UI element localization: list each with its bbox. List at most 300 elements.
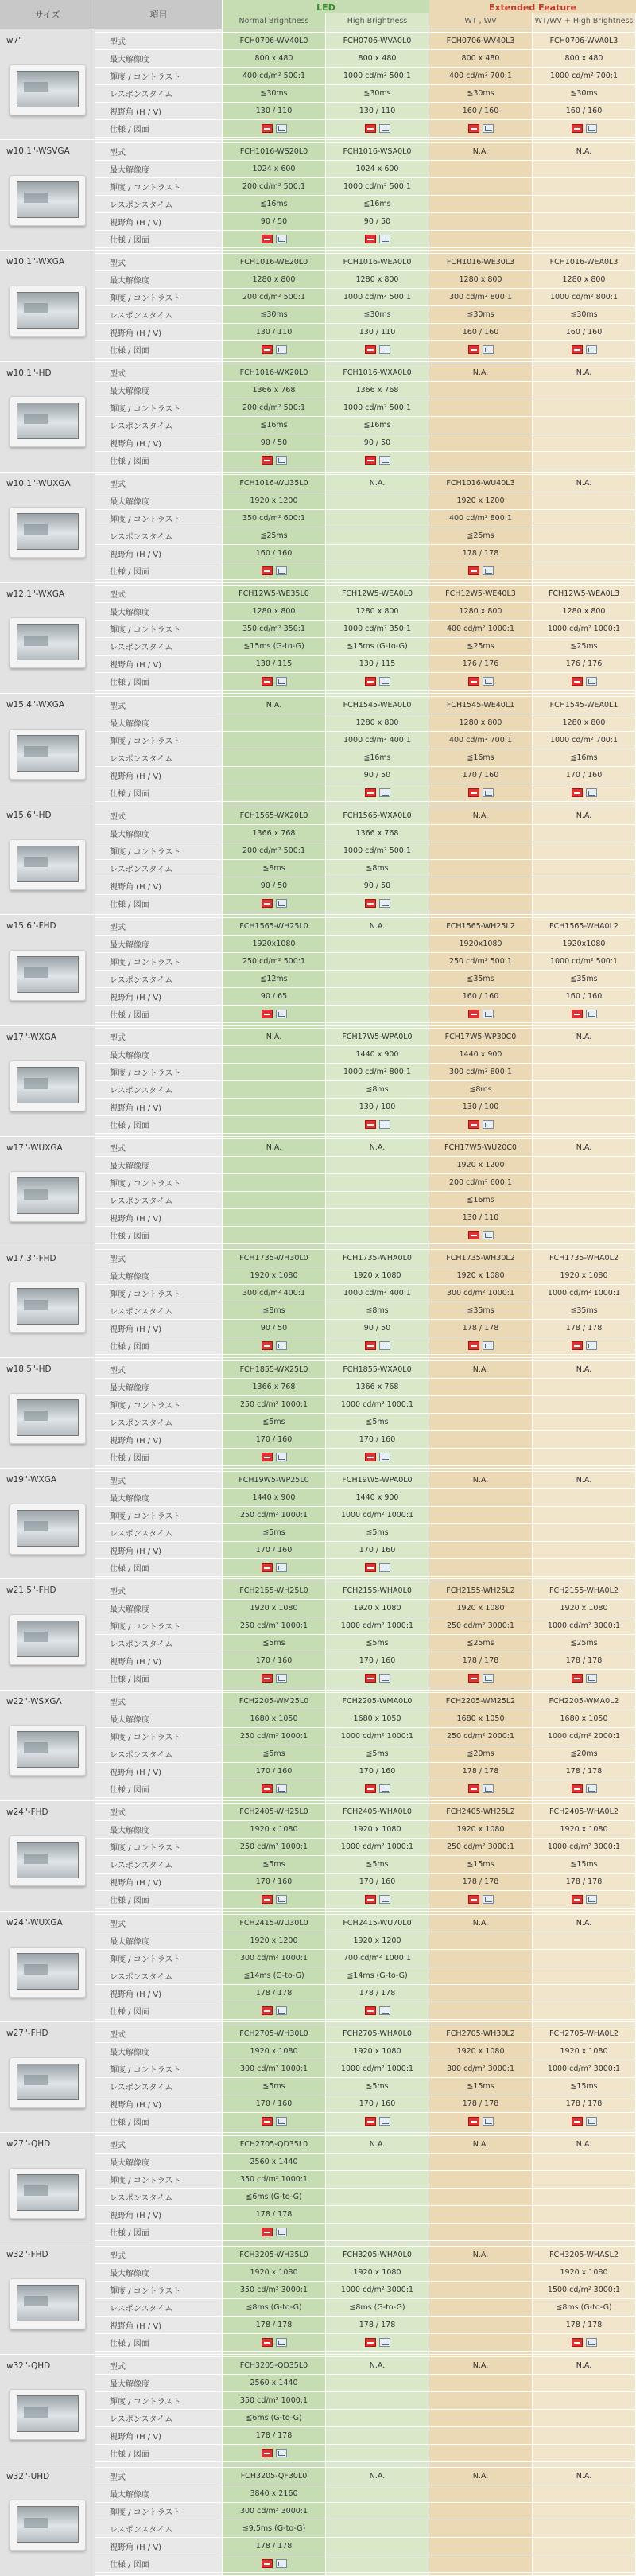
wt-wv-high-brightness-value (533, 510, 636, 527)
pdf-icon[interactable] (468, 1784, 479, 1793)
pdf-icon[interactable] (572, 2338, 583, 2347)
pdf-icon[interactable] (468, 1231, 479, 1239)
wt-wv-value: 178 / 178 (429, 2095, 533, 2113)
drawing-icon[interactable] (379, 1120, 390, 1129)
monitor-product-image (10, 396, 86, 447)
spec-row (95, 2357, 636, 2375)
drawing-icon[interactable] (276, 899, 287, 908)
spec-label: 仕様 / 図面 (95, 1780, 223, 1798)
pdf-icon[interactable] (262, 1010, 273, 1018)
drawing-icon[interactable] (586, 124, 597, 133)
spacer-cell (326, 1912, 429, 1915)
pdf-icon[interactable] (468, 345, 479, 354)
model-block (0, 2354, 636, 2465)
pdf-icon[interactable] (365, 235, 376, 243)
pdf-icon[interactable] (572, 1895, 583, 1904)
high-brightness-value (326, 2206, 429, 2224)
normal-brightness-value: FCH19W5-WP25L0 (223, 1472, 326, 1489)
spec-row (95, 714, 636, 732)
drawing-icon[interactable] (276, 1563, 287, 1572)
spec-label: 最大解像度 (95, 825, 223, 842)
spacer-cell (223, 1137, 326, 1140)
drawing-icon[interactable] (379, 899, 390, 908)
wt-wv-value: ≦16ms (429, 749, 533, 767)
pdf-icon[interactable] (262, 1341, 273, 1350)
high-brightness-value: ≦5ms (326, 1856, 429, 1874)
normal-brightness-value: 90 / 50 (223, 1320, 326, 1337)
pdf-icon[interactable] (262, 677, 273, 686)
pdf-icon[interactable] (365, 899, 376, 908)
wt-wv-high-brightness-value: FCH12W5-WEA0L3 (533, 586, 636, 603)
high-brightness-value: 1920 x 1080 (326, 2043, 429, 2060)
high-brightness-value (326, 2503, 429, 2520)
pdf-icon[interactable] (365, 1674, 376, 1683)
pdf-icon[interactable] (262, 2228, 273, 2236)
wt-wv-value: 1280 x 800 (429, 271, 533, 289)
wt-wv-high-brightness-value: ≦15ms (533, 2078, 636, 2095)
pdf-icon[interactable] (365, 1895, 376, 1904)
wt-wv-value (429, 2392, 533, 2410)
pdf-icon[interactable] (365, 1120, 376, 1129)
wt-wv-value: 800 x 480 (429, 50, 533, 68)
high-brightness-value: FCH2205-WMA0L0 (326, 1693, 429, 1710)
pdf-icon[interactable] (262, 566, 273, 575)
drawing-icon[interactable] (379, 2338, 390, 2347)
pdf-icon[interactable] (365, 788, 376, 797)
wt-wv-value (429, 1950, 533, 1967)
high-brightness-value (326, 545, 429, 562)
wt-wv-value (429, 2282, 533, 2299)
spec-label: レスポンスタイム (95, 2078, 223, 2095)
high-brightness-value: 1000 cd/m² 3000:1 (326, 2282, 429, 2299)
pdf-icon[interactable] (468, 1895, 479, 1904)
spec-label: 視野角 (H / V) (95, 1763, 223, 1780)
drawing-icon[interactable] (483, 1674, 494, 1683)
drawing-icon[interactable] (586, 345, 597, 354)
pdf-icon[interactable] (262, 235, 273, 243)
pdf-icon[interactable] (262, 1453, 273, 1461)
drawing-icon[interactable] (276, 1784, 287, 1793)
high-brightness-value: 1024 x 600 (326, 161, 429, 178)
spec-row (95, 1227, 636, 1244)
high-brightness-value (326, 953, 429, 971)
spec-label: レスポンスタイム (95, 749, 223, 767)
normal-brightness-value (223, 1209, 326, 1227)
spacer-cell (223, 473, 326, 476)
drawing-icon[interactable] (276, 2006, 287, 2015)
spec-label: 型式 (95, 2357, 223, 2375)
drawing-icon[interactable] (483, 2117, 494, 2126)
pdf-icon[interactable] (262, 2338, 273, 2347)
drawing-icon[interactable] (483, 566, 494, 575)
drawing-icon[interactable] (379, 1895, 390, 1904)
drawing-icon[interactable] (379, 456, 390, 465)
pdf-icon[interactable] (262, 2559, 273, 2568)
model-size-label: w15.6"-FHD (6, 921, 56, 932)
drawing-icon[interactable] (276, 345, 287, 354)
drawing-icon[interactable] (276, 1895, 287, 1904)
spec-label: 輝度 / コントラスト (95, 289, 223, 306)
wt-wv-value: FCH2155-WH25L2 (429, 1582, 533, 1600)
pdf-icon[interactable] (365, 2006, 376, 2015)
normal-brightness-value: 178 / 178 (223, 2317, 326, 2334)
spec-label: 輝度 / コントラスト (95, 953, 223, 971)
drawing-icon[interactable] (379, 1784, 390, 1793)
drawing-icon[interactable] (379, 2117, 390, 2126)
spec-row (95, 1745, 636, 1763)
drawing-icon[interactable] (483, 1895, 494, 1904)
wt-wv-value (429, 1116, 533, 1134)
high-brightness-value: ≦8ms (326, 1302, 429, 1320)
pdf-icon[interactable] (365, 345, 376, 354)
normal-brightness-value: 1920 x 1080 (223, 1600, 326, 1617)
wt-wv-value (429, 1891, 533, 1909)
wt-wv-value (429, 2375, 533, 2392)
drawing-icon[interactable] (276, 677, 287, 686)
normal-brightness-value: 130 / 115 (223, 656, 326, 673)
normal-brightness-value: 300 cd/m² 1000:1 (223, 1950, 326, 1967)
model-size-cell (0, 1026, 95, 1137)
drawing-icon[interactable] (379, 345, 390, 354)
high-brightness-value: N.A. (326, 2357, 429, 2375)
spacer-cell (533, 1579, 636, 1582)
spec-label: 仕様 / 図面 (95, 673, 223, 691)
spec-row (95, 254, 636, 271)
normal-brightness-value: 1920 x 1080 (223, 2043, 326, 2060)
wt-wv-high-brightness-value: 170 / 160 (533, 767, 636, 784)
high-brightness-value: N.A. (326, 918, 429, 936)
wt-wv-high-brightness-value: FCH3205-WHASL2 (533, 2247, 636, 2264)
spec-label: 視野角 (H / V) (95, 1209, 223, 1227)
drawing-icon[interactable] (483, 1231, 494, 1239)
drawing-icon[interactable] (483, 1784, 494, 1793)
drawing-icon[interactable] (276, 2228, 287, 2236)
normal-brightness-value: ≦8ms (G-to-G) (223, 2299, 326, 2317)
drawing-icon[interactable] (379, 677, 390, 686)
wt-wv-value (429, 2154, 533, 2171)
wt-wv-value: ≦20ms (429, 1745, 533, 1763)
wt-wv-high-brightness-value (533, 1932, 636, 1950)
spec-row (95, 1600, 636, 1617)
drawing-icon[interactable] (379, 235, 390, 243)
pdf-icon[interactable] (262, 2117, 273, 2126)
spacer-cell (326, 694, 429, 697)
drawing-icon[interactable] (586, 1784, 597, 1793)
monitor-product-image (10, 1504, 86, 1555)
spec-label: 視野角 (H / V) (95, 988, 223, 1006)
normal-brightness-value: FCH1735-WH30L0 (223, 1250, 326, 1267)
spacer-cell (533, 2133, 636, 2136)
drawing-icon[interactable] (379, 1563, 390, 1572)
spec-label: 型式 (95, 33, 223, 50)
spec-label: 仕様 / 図面 (95, 231, 223, 248)
spacer-cell (95, 2573, 223, 2576)
spacer-row (95, 2243, 636, 2247)
drawing-icon[interactable] (483, 788, 494, 797)
pdf-icon[interactable] (365, 2117, 376, 2126)
high-brightness-value (326, 120, 429, 138)
spacer-cell (326, 2573, 429, 2576)
drawing-icon[interactable] (483, 124, 494, 133)
model-size-cell (0, 1912, 95, 2022)
spec-row (95, 895, 636, 912)
spec-row (95, 2025, 636, 2043)
drawing-icon[interactable] (586, 1341, 597, 1350)
high-brightness-value (326, 1116, 429, 1134)
wt-wv-high-brightness-value (533, 1524, 636, 1542)
spec-label: レスポンスタイム (95, 971, 223, 988)
drawing-icon[interactable] (379, 1453, 390, 1461)
spec-row (95, 2282, 636, 2299)
spec-row (95, 33, 636, 50)
pdf-icon[interactable] (262, 2449, 273, 2457)
spec-row (95, 1670, 636, 1687)
spec-row (95, 1582, 636, 1600)
pdf-icon[interactable] (468, 124, 479, 133)
drawing-icon[interactable] (586, 1674, 597, 1683)
normal-brightness-value: ≦9.5ms (G-to-G) (223, 2520, 326, 2538)
pdf-icon[interactable] (365, 456, 376, 465)
normal-brightness-value: ≦16ms (223, 196, 326, 213)
pdf-icon[interactable] (572, 1674, 583, 1683)
spec-row (95, 2538, 636, 2555)
pdf-icon[interactable] (572, 788, 583, 797)
normal-brightness-value: 250 cd/m² 1000:1 (223, 1617, 326, 1635)
wt-wv-value: 250 cd/m² 2000:1 (429, 1728, 533, 1745)
pdf-icon[interactable] (572, 2117, 583, 2126)
monitor-product-image (10, 286, 86, 337)
spec-row (95, 231, 636, 248)
drawing-icon[interactable] (276, 1010, 287, 1018)
pdf-icon[interactable] (365, 677, 376, 686)
high-brightness-value: 1920 x 1200 (326, 1932, 429, 1950)
drawing-icon[interactable] (586, 1010, 597, 1018)
pdf-icon[interactable] (572, 124, 583, 133)
pdf-icon[interactable] (365, 1563, 376, 1572)
pdf-icon[interactable] (262, 124, 273, 133)
drawing-icon[interactable] (483, 1120, 494, 1129)
spec-row (95, 2113, 636, 2130)
pdf-icon[interactable] (262, 1784, 273, 1793)
wt-wv-value: 178 / 178 (429, 545, 533, 562)
pdf-icon[interactable] (572, 345, 583, 354)
spacer-row (95, 1247, 636, 1251)
pdf-icon[interactable] (365, 124, 376, 133)
spec-label: 輝度 / コントラスト (95, 1285, 223, 1302)
spec-row (95, 562, 636, 580)
drawing-icon[interactable] (276, 566, 287, 575)
monitor-screen (17, 2506, 79, 2543)
drawing-icon[interactable] (483, 677, 494, 686)
spec-label: 最大解像度 (95, 1267, 223, 1285)
pdf-icon[interactable] (468, 1341, 479, 1350)
spacer-cell (223, 2355, 326, 2358)
spec-label: 視野角 (H / V) (95, 103, 223, 120)
pdf-icon[interactable] (365, 1453, 376, 1461)
wt-wv-high-brightness-value (533, 1081, 636, 1099)
spec-row (95, 621, 636, 638)
pdf-icon[interactable] (262, 1674, 273, 1683)
wt-wv-value (429, 1985, 533, 2002)
wt-wv-value (429, 842, 533, 860)
spacer-cell (429, 2465, 533, 2469)
spec-label: 最大解像度 (95, 161, 223, 178)
pdf-icon[interactable] (468, 1674, 479, 1683)
spec-label: 最大解像度 (95, 1600, 223, 1617)
wt-wv-high-brightness-value: 1280 x 800 (533, 603, 636, 621)
drawing-icon[interactable] (276, 456, 287, 465)
monitor-screen (17, 181, 79, 218)
pdf-icon[interactable] (468, 677, 479, 686)
high-brightness-value: ≦8ms (326, 1081, 429, 1099)
pdf-icon[interactable] (365, 1341, 376, 1350)
drawing-icon[interactable] (276, 2117, 287, 2126)
pdf-icon[interactable] (572, 1341, 583, 1350)
pdf-icon[interactable] (262, 1895, 273, 1904)
monitor-product-image (10, 1835, 86, 1886)
drawing-icon[interactable] (586, 788, 597, 797)
wt-wv-high-brightness-value: ≦20ms (533, 1745, 636, 1763)
pdf-icon[interactable] (468, 2117, 479, 2126)
spec-label: 視野角 (H / V) (95, 1099, 223, 1116)
spec-label: 視野角 (H / V) (95, 656, 223, 673)
spec-label: 仕様 / 図面 (95, 1891, 223, 1909)
pdf-icon[interactable] (572, 1010, 583, 1018)
spec-row (95, 842, 636, 860)
pdf-icon[interactable] (468, 1120, 479, 1129)
spec-row (95, 860, 636, 877)
pdf-icon[interactable] (468, 566, 479, 575)
wt-wv-value: 1680 x 1050 (429, 1710, 533, 1728)
spec-label: 最大解像度 (95, 50, 223, 68)
drawing-icon[interactable] (379, 2006, 390, 2015)
spacer-cell (95, 1469, 223, 1472)
drawing-icon[interactable] (586, 2338, 597, 2347)
spec-label: 仕様 / 図面 (95, 2002, 223, 2020)
drawing-icon[interactable] (276, 2449, 287, 2457)
drawing-icon[interactable] (379, 788, 390, 797)
wt-wv-high-brightness-value: FCH1735-WHA0L2 (533, 1250, 636, 1267)
drawing-icon[interactable] (379, 1674, 390, 1683)
high-brightness-value: 1000 cd/m² 500:1 (326, 178, 429, 196)
normal-brightness-value: ≦5ms (223, 2078, 326, 2095)
size-column-header: サイズ (0, 0, 95, 29)
spec-row (95, 452, 636, 469)
wt-wv-high-brightness-value: FCH2205-WMA0L2 (533, 1693, 636, 1710)
normal-brightness-value: FCH2415-WU30L0 (223, 1915, 326, 1932)
normal-brightness-value: 1680 x 1050 (223, 1710, 326, 1728)
wt-wv-high-brightness-value: ≦30ms (533, 306, 636, 324)
spacer-cell (326, 1137, 429, 1140)
spacer-cell (429, 1579, 533, 1582)
drawing-icon[interactable] (483, 1341, 494, 1350)
wt-wv-high-brightness-value (533, 1046, 636, 1064)
spacer-cell (429, 1358, 533, 1361)
spec-label: 最大解像度 (95, 2043, 223, 2060)
drawing-icon[interactable] (483, 1010, 494, 1018)
spec-row (95, 1064, 636, 1081)
drawing-icon[interactable] (379, 1341, 390, 1350)
spec-row (95, 656, 636, 673)
spacer-row (95, 2465, 636, 2469)
drawing-icon[interactable] (276, 124, 287, 133)
spec-label: 型式 (95, 2247, 223, 2264)
high-brightness-value (326, 988, 429, 1006)
spec-row (95, 2485, 636, 2503)
spacer-cell (533, 2465, 636, 2469)
spacer-cell (95, 2355, 223, 2358)
high-brightness-header: High Brightness (326, 13, 429, 29)
model-block (0, 2021, 636, 2132)
high-brightness-value: 1440 x 900 (326, 1046, 429, 1064)
normal-brightness-value: 200 cd/m² 500:1 (223, 289, 326, 306)
pdf-icon[interactable] (572, 1784, 583, 1793)
high-brightness-value: 1000 cd/m² 1000:1 (326, 2060, 429, 2078)
pdf-icon[interactable] (365, 1784, 376, 1793)
spacer-cell (429, 1801, 533, 1804)
spec-row (95, 1693, 636, 1710)
drawing-icon[interactable] (586, 677, 597, 686)
spacer-cell (223, 2133, 326, 2136)
pdf-icon[interactable] (468, 1010, 479, 1018)
normal-brightness-value (223, 231, 326, 248)
pdf-icon[interactable] (262, 456, 273, 465)
model-size-label: w32"-QHD (6, 2360, 51, 2371)
pdf-icon[interactable] (572, 677, 583, 686)
spec-row (95, 807, 636, 825)
drawing-icon[interactable] (586, 1895, 597, 1904)
drawing-icon[interactable] (586, 2117, 597, 2126)
pdf-icon[interactable] (468, 788, 479, 797)
wt-wv-value (429, 120, 533, 138)
drawing-icon[interactable] (276, 1453, 287, 1461)
drawing-icon[interactable] (276, 2338, 287, 2347)
spec-label: 仕様 / 図面 (95, 784, 223, 802)
pdf-icon[interactable] (365, 2338, 376, 2347)
spec-row (95, 1414, 636, 1431)
model-size-cell (0, 1358, 95, 1469)
spec-label: レスポンスタイム (95, 1856, 223, 1874)
drawing-icon[interactable] (276, 2559, 287, 2568)
drawing-icon[interactable] (379, 124, 390, 133)
pdf-icon[interactable] (262, 345, 273, 354)
normal-brightness-value: FCH1016-WU35L0 (223, 475, 326, 492)
spec-label: 視野角 (H / V) (95, 767, 223, 784)
drawing-icon[interactable] (483, 345, 494, 354)
wt-wv-value (429, 825, 533, 842)
wt-wv-high-brightness-value: ≦8ms (G-to-G) (533, 2299, 636, 2317)
spec-label: 仕様 / 図面 (95, 1227, 223, 1244)
drawing-icon[interactable] (276, 1341, 287, 1350)
pdf-icon[interactable] (262, 1563, 273, 1572)
wt-wv-high-brightness-value: N.A. (533, 364, 636, 382)
wt-wv-value: ≦8ms (429, 1081, 533, 1099)
normal-brightness-header: Normal Brightness (223, 13, 326, 29)
pdf-icon[interactable] (262, 2006, 273, 2015)
spec-label: 視野角 (H / V) (95, 1985, 223, 2002)
high-brightness-value: 130 / 115 (326, 656, 429, 673)
spacer-cell (95, 1358, 223, 1361)
drawing-icon[interactable] (276, 235, 287, 243)
wt-wv-value (429, 2485, 533, 2503)
drawing-icon[interactable] (276, 1674, 287, 1683)
pdf-icon[interactable] (262, 899, 273, 908)
spacer-cell (326, 1358, 429, 1361)
model-block (0, 1468, 636, 1578)
wt-wv-high-brightness-value: 1000 cd/m² 700:1 (533, 732, 636, 749)
spec-label: 最大解像度 (95, 1710, 223, 1728)
spec-row (95, 85, 636, 103)
